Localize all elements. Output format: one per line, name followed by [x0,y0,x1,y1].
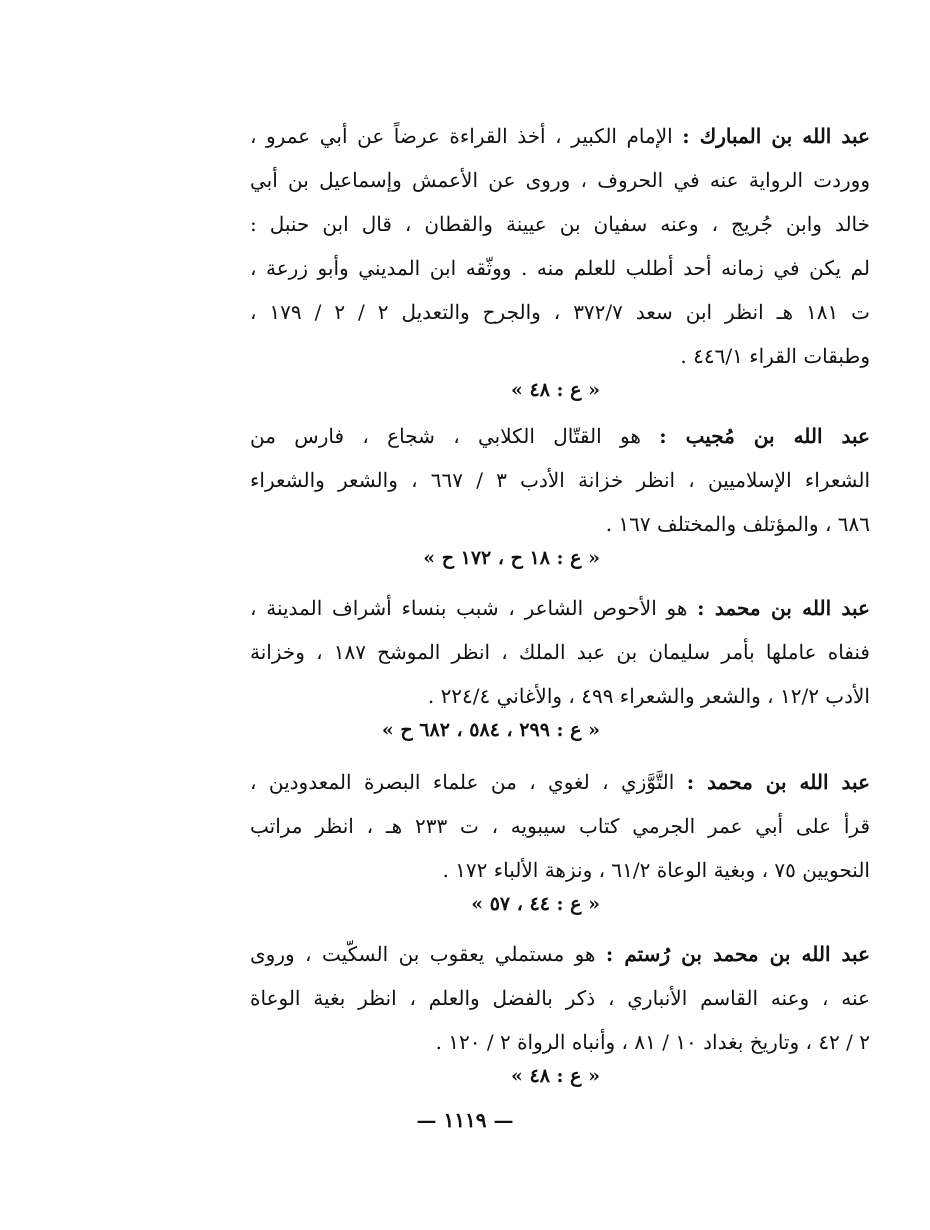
entry-reference: « ع : ٢٩٩ ، ٥٨٤ ، ٦٨٢ ح » [381,719,600,741]
entry-line: ٦٨٦ ، والمؤتلف والمختلف ١٦٧ . [605,512,870,536]
entry-line: النحويين ٧٥ ، وبغية الوعاة ٦١/٢ ، ونزهة الألباء ١٧٢ . [442,858,870,882]
entry-line: الشعراء الإسلاميين ، انظر خزانة الأدب ٣ / ٦٦٧ ، والشعر والشعراء [250,468,870,492]
entry-line: عبد الله بن مُجيب : هو القتّال الكلابي ، شجاع ، فارس من [250,424,870,448]
entry-line: الأدب ١٢/٢ ، والشعر والشعراء ٤٩٩ ، والأغاني ٢٢٤/٤ . [427,684,870,708]
entry-line: عبد الله بن محمد : التَّوَّزي ، لغوي ، من علماء البصرة المعدودين ، [250,770,870,794]
entry-reference: « ع : ٤٨ » [511,1065,600,1087]
entry-reference: « ع : ١٨ ح ، ١٧٢ ح » [423,547,600,569]
entry-line: خالد وابن جُريج ، وعنه سفيان بن عيينة والقطان ، قال ابن حنبل : [250,212,870,236]
entry-line: لم يكن في زمانه أحد أطلب للعلم منه . ووثّقه ابن المديني وأبو زرعة ، [250,256,870,280]
entry-name: عبد الله بن محمد بن رُستم : [605,942,870,966]
entry-name: عبد الله بن محمد : [697,596,870,620]
entry-reference: « ع : ٤٤ ، ٥٧ » [471,893,600,915]
entry-4 [250,768,870,918]
page-number: — ١١١٩ — [416,1108,514,1132]
entry-3 [250,594,870,744]
entry-line: عبد الله بن محمد بن رُستم : هو مستملي يعقوب بن السكّيت ، وروى [250,942,870,966]
entry-2 [250,422,870,572]
entry-line: فنفاه عاملها بأمر سليمان بن عبد الملك ، انظر الموشح ١٨٧ ، وخزانة [250,640,870,664]
entry-line: ت ١٨١ هـ انظر ابن سعد ٣٧٢/٧ ، والجرح والتعديل ٢ / ٢ / ١٧٩ ، [250,300,870,324]
entry-5 [250,940,870,1090]
entry-line: عبد الله بن محمد : هو الأحوص الشاعر ، شبب بنساء أشراف المدينة ، [250,596,870,620]
entry-name: عبد الله بن المبارك : [682,124,870,148]
entry-line: ووردت الرواية عنه في الحروف ، وروى عن الأعمش وإسماعيل بن أبي [250,168,870,192]
entry-name: عبد الله بن محمد : [686,770,870,794]
entry-line: قرأ على أبي عمر الجرمي كتاب سيبويه ، ت ٢٣٣ هـ ، انظر مراتب [250,814,870,838]
entry-name: عبد الله بن مُجيب : [659,424,870,448]
entry-line: ٢ / ٤٢ ، وتاريخ بغداد ١٠ / ٨١ ، وأنباه الرواة ٢ / ١٢٠ . [435,1030,870,1054]
entry-line: عنه ، وعنه القاسم الأنباري ، ذكر بالفضل والعلم ، انظر بغية الوعاة [250,986,870,1010]
entry-1 [250,122,870,404]
entry-reference: « ع : ٤٨ » [511,379,600,401]
entry-line: عبد الله بن المبارك : الإمام الكبير ، أخذ القراءة عرضاً عن أبي عمرو ، [250,124,870,148]
entry-line: وطبقات القراء ٤٤٦/١ . [680,344,870,368]
